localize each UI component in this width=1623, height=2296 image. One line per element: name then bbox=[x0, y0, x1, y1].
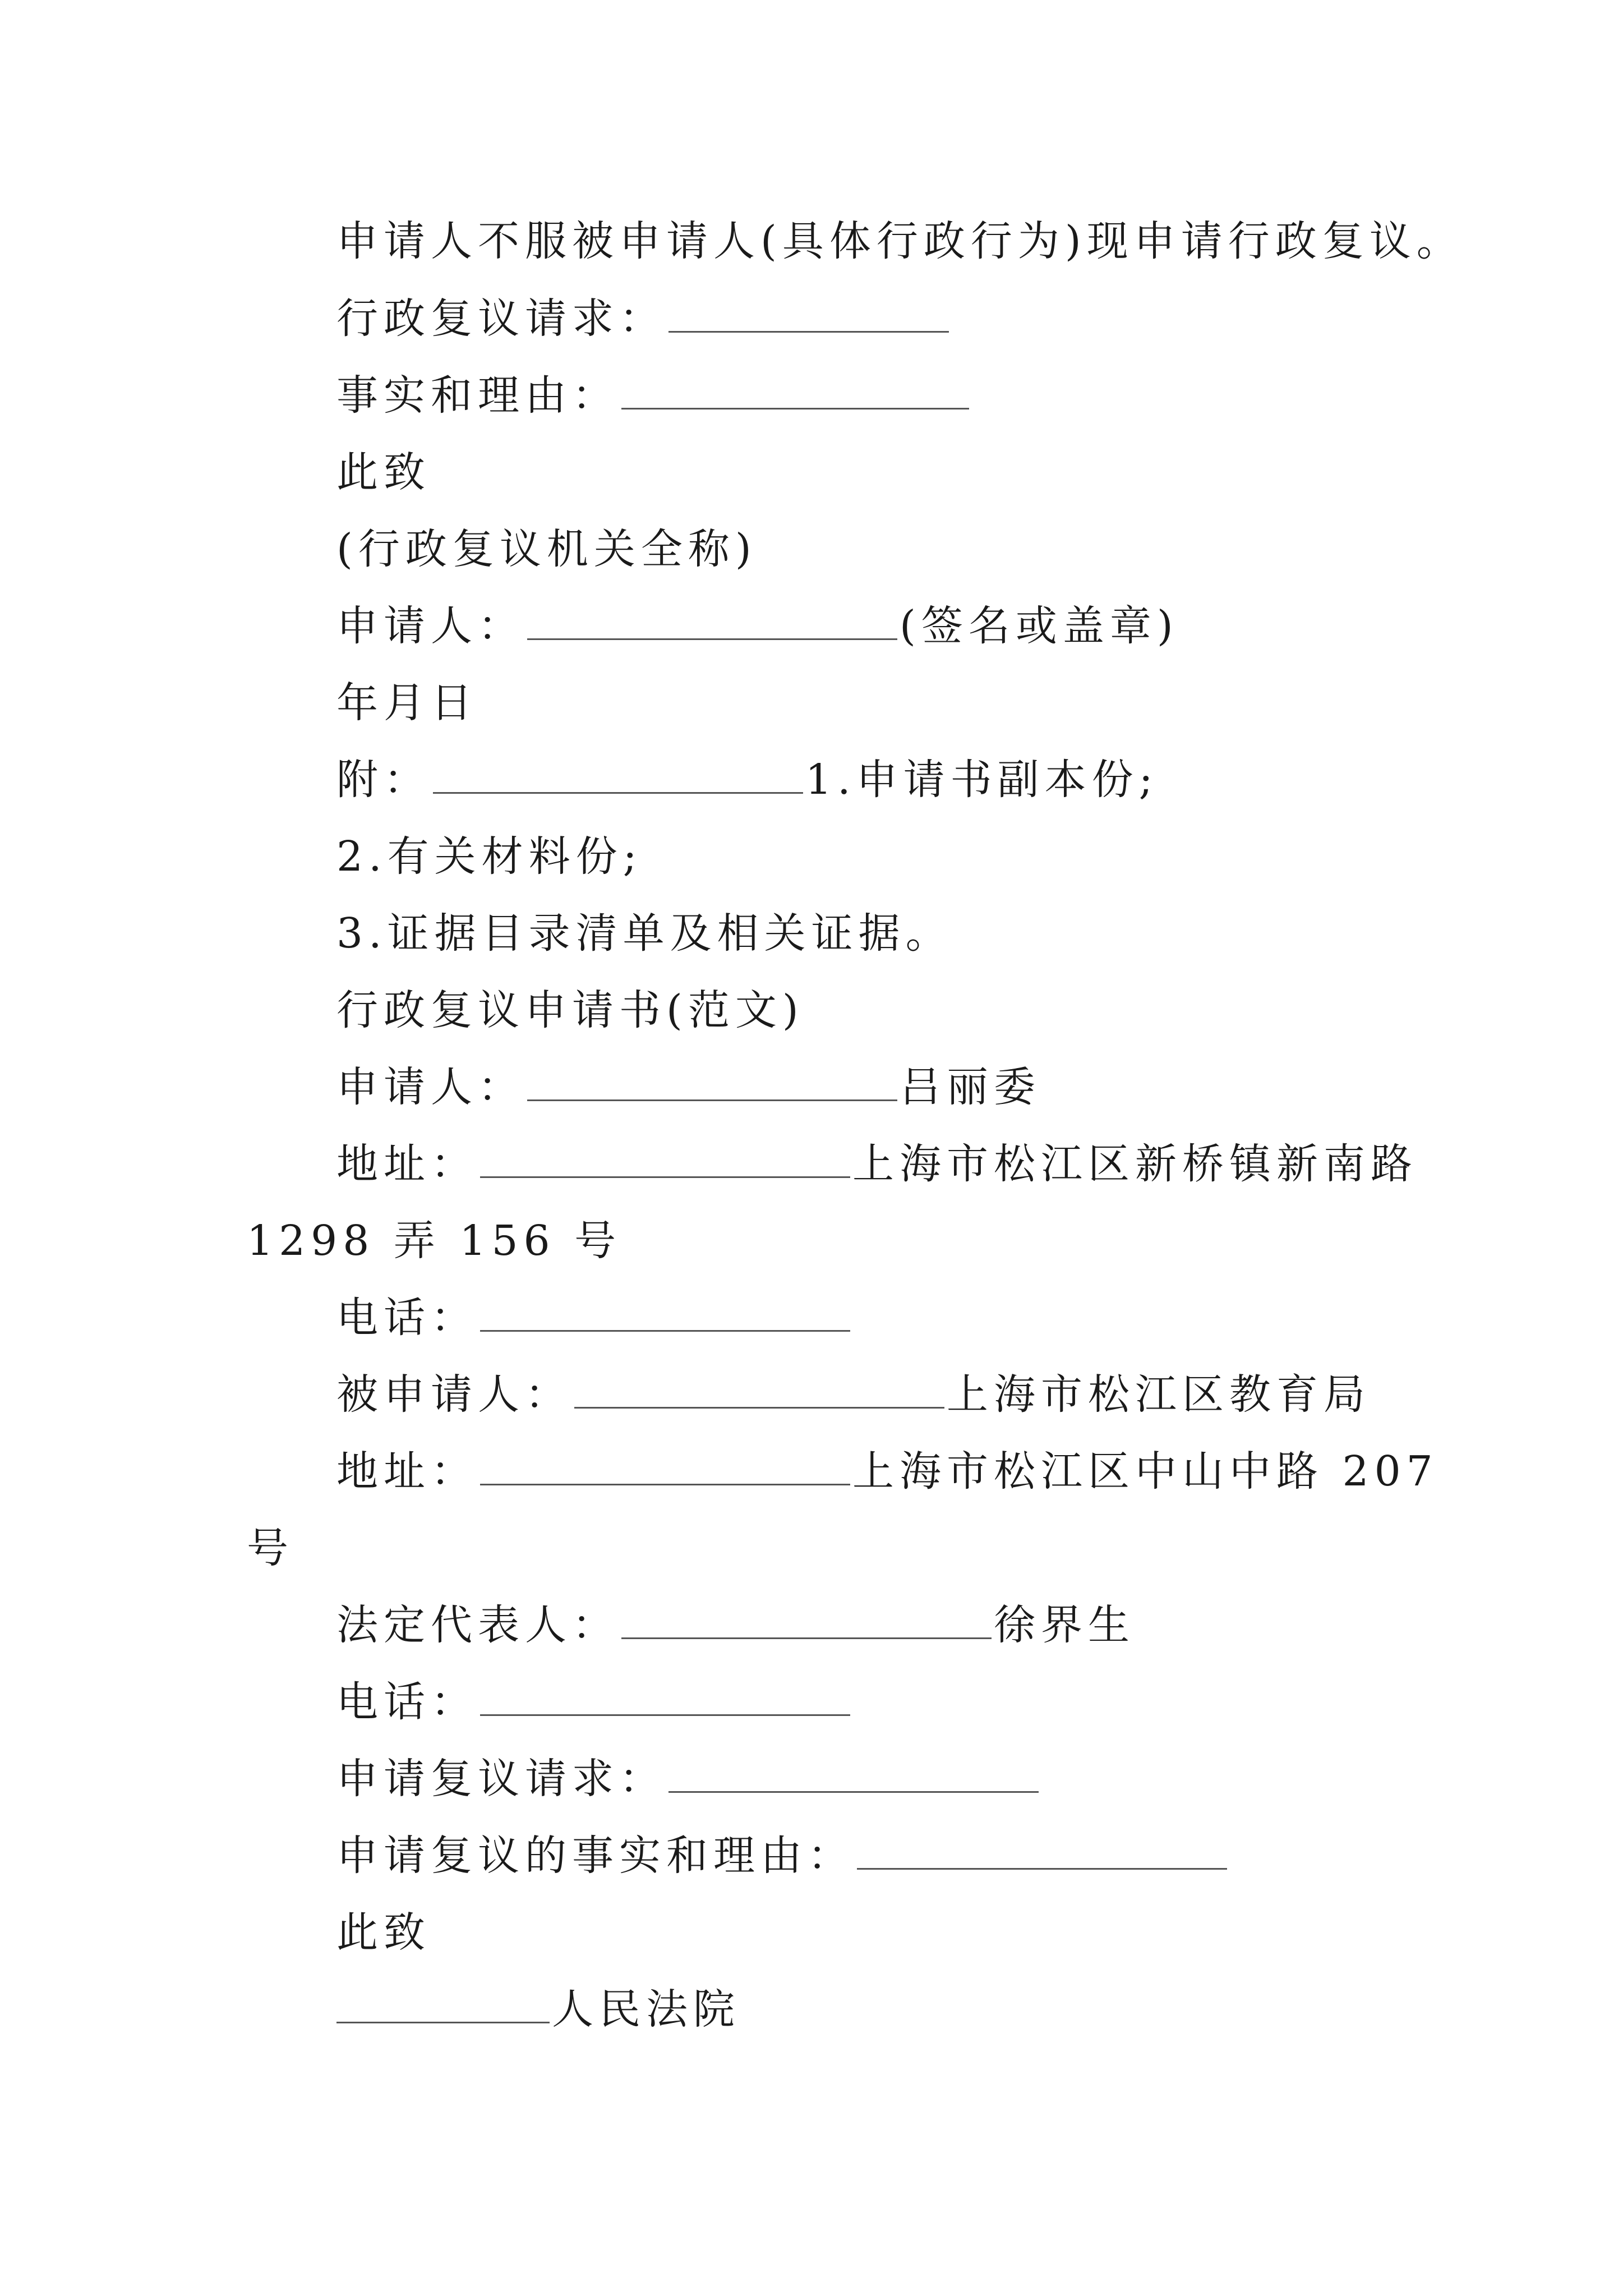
review-request-label: 申请复议请求： bbox=[336, 1755, 666, 1803]
authority-text: (行政复议机关全称) bbox=[336, 525, 757, 573]
applicant-sign-label: 申请人： bbox=[336, 602, 525, 650]
salutation-line-2 bbox=[336, 1904, 431, 1961]
address-1-continuation: 1298 弄 156 号 bbox=[247, 1217, 622, 1265]
facts-blank[interactable] bbox=[621, 374, 969, 409]
sample-title-line bbox=[336, 982, 804, 1038]
authority-line bbox=[336, 521, 757, 577]
respondent-blank[interactable] bbox=[574, 1373, 944, 1409]
address-2-blank[interactable] bbox=[480, 1450, 850, 1485]
intro-line bbox=[336, 213, 1464, 269]
legal-rep-line bbox=[336, 1597, 1135, 1653]
legal-rep-label: 法定代表人： bbox=[336, 1601, 619, 1649]
attach-item-2: 2.有关材料份; bbox=[336, 832, 643, 881]
respondent-name: 上海市松江区教育局 bbox=[947, 1370, 1371, 1419]
intro-text: 申请人不服被申请人(具体行政行为)现申请行政复议。 bbox=[336, 217, 1464, 265]
facts-label: 事实和理由： bbox=[336, 371, 619, 420]
applicant-blank[interactable] bbox=[527, 1066, 897, 1101]
applicant-sign-suffix: (签名或盖章) bbox=[900, 602, 1179, 650]
court-blank[interactable] bbox=[336, 1988, 550, 2023]
date-text: 年月日 bbox=[336, 679, 478, 727]
attach-line bbox=[336, 752, 1159, 808]
respondent-line bbox=[336, 1366, 1371, 1423]
address-2-value: 上海市松江区中山中路 207 bbox=[852, 1447, 1438, 1496]
phone-1-line bbox=[336, 1290, 852, 1346]
request-line bbox=[336, 291, 951, 347]
phone-1-label: 电话： bbox=[336, 1294, 478, 1342]
address-1-value: 上海市松江区新桥镇新南路 bbox=[852, 1140, 1418, 1188]
address-1-line bbox=[336, 1136, 1418, 1192]
address-1-label: 地址： bbox=[336, 1140, 478, 1188]
court-suffix: 人民法院 bbox=[552, 1985, 740, 2033]
review-facts-line bbox=[336, 1828, 1229, 1884]
salutation-text: 此致 bbox=[336, 448, 431, 496]
address-1-continuation-line bbox=[247, 1213, 621, 1269]
phone-2-label: 电话： bbox=[336, 1678, 478, 1726]
attach-item-3: 3.证据目录清单及相关证据。 bbox=[336, 909, 953, 958]
legal-rep-name: 徐界生 bbox=[994, 1601, 1135, 1649]
respondent-label: 被申请人： bbox=[336, 1370, 572, 1419]
attach-item-1: 1.申请书副本份; bbox=[805, 756, 1159, 804]
request-label: 行政复议请求： bbox=[336, 295, 666, 343]
sample-title: 行政复议申请书(范文) bbox=[336, 986, 804, 1034]
phone-1-blank[interactable] bbox=[480, 1296, 850, 1332]
address-2-continuation-line bbox=[247, 1520, 294, 1576]
applicant-name: 吕丽委 bbox=[900, 1063, 1041, 1111]
facts-line bbox=[336, 367, 971, 424]
attach-blank[interactable] bbox=[433, 758, 803, 794]
address-1-blank[interactable] bbox=[480, 1143, 850, 1178]
request-blank[interactable] bbox=[668, 297, 949, 333]
salutation-line-1 bbox=[336, 444, 431, 500]
review-facts-label: 申请复议的事实和理由： bbox=[336, 1832, 855, 1880]
salutation-text-2: 此致 bbox=[336, 1908, 431, 1957]
attach-item-2-line bbox=[336, 829, 643, 885]
address-2-label: 地址： bbox=[336, 1447, 478, 1496]
date-line bbox=[336, 675, 478, 731]
phone-2-line bbox=[336, 1674, 852, 1730]
applicant-sign-blank[interactable] bbox=[527, 605, 897, 640]
attach-label: 附： bbox=[336, 756, 431, 804]
court-line bbox=[336, 1981, 740, 2037]
address-2-line bbox=[336, 1443, 1438, 1499]
attach-item-3-line bbox=[336, 905, 953, 961]
review-facts-blank[interactable] bbox=[857, 1834, 1227, 1870]
legal-rep-blank[interactable] bbox=[621, 1604, 992, 1639]
address-2-continuation: 号 bbox=[247, 1524, 294, 1572]
applicant-line bbox=[336, 1059, 1041, 1115]
applicant-sign-line bbox=[336, 598, 1179, 654]
phone-2-blank[interactable] bbox=[480, 1681, 850, 1716]
review-request-blank[interactable] bbox=[668, 1757, 1039, 1793]
applicant-label: 申请人： bbox=[336, 1063, 525, 1111]
review-request-line bbox=[336, 1751, 1041, 1807]
